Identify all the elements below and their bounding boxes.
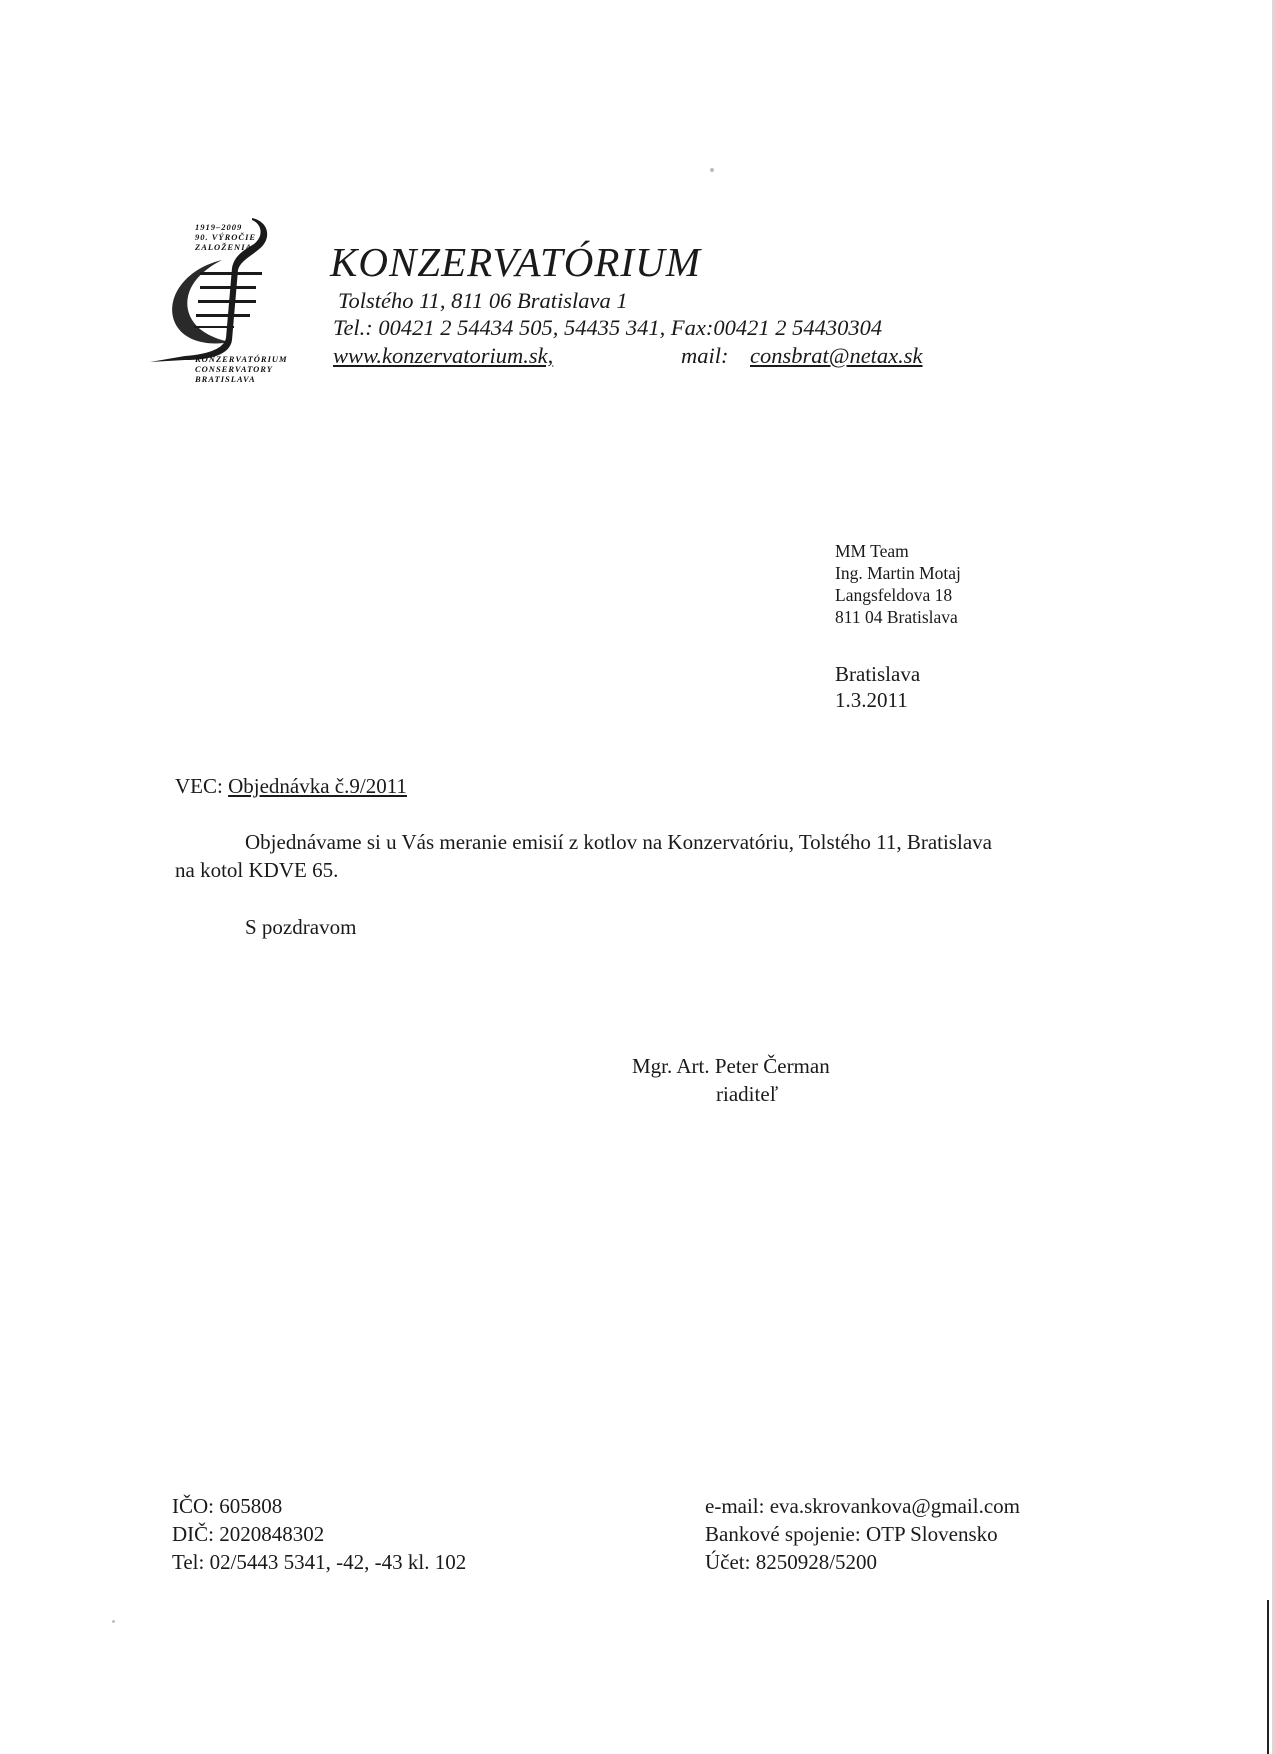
- subject-line: [175, 774, 407, 799]
- recipient-address: [835, 540, 961, 628]
- mail-label: mail:: [681, 343, 729, 368]
- institution-name: KONZERVATÓRIUM: [330, 239, 701, 285]
- footer-email: e-mail: eva.skrovankova@gmail.com: [705, 1494, 1020, 1518]
- recipient-line: Ing. Martin Motaj: [835, 563, 961, 583]
- website-link[interactable]: www.konzervatorium.sk,: [333, 343, 554, 368]
- logo-founding: ZALOŽENIA: [195, 242, 253, 252]
- subject-label: VEC:: [175, 774, 223, 798]
- footer-bank: Bankové spojenie: OTP Slovensko: [705, 1522, 998, 1546]
- conservatory-logo: [140, 210, 300, 390]
- greeting: S pozdravom: [245, 915, 357, 939]
- footer-account: Účet: 8250928/5200: [705, 1550, 878, 1574]
- footer-dic: DIČ: 2020848302: [172, 1522, 325, 1546]
- footer-tel: Tel: 02/5443 5341, -42, -43 kl. 102: [172, 1550, 467, 1574]
- logo-name-en: CONSERVATORY: [195, 364, 273, 374]
- institution-contact: Tel.: 00421 2 54434 505, 54435 341, Fax:00421 2 54430304: [333, 315, 883, 340]
- footer-company-ids: [172, 1492, 466, 1576]
- logo-years: 1919–2009: [195, 222, 243, 232]
- recipient-line: MM Team: [835, 541, 909, 561]
- letter-date: 1.3.2011: [835, 688, 908, 712]
- logo-name-sk: KONZERVATÓRIUM: [195, 354, 288, 364]
- logo-city: BRATISLAVA: [195, 374, 256, 384]
- footer-bank-info: [705, 1492, 1020, 1576]
- subject-text: Objednávka č.9/2011: [228, 774, 407, 798]
- place-date: [835, 661, 920, 713]
- scan-edge-mark: [1267, 1600, 1269, 1754]
- logo-anniversary: 90. VÝROČIE: [195, 232, 257, 242]
- body-paragraph-line-1: Objednávame si u Vás meranie emisií z kotlov na Konzervatóriu, Tolstého 11, Bratislava: [245, 830, 992, 854]
- letter-place: Bratislava: [835, 662, 921, 686]
- signer-title: riaditeľ: [716, 1082, 779, 1106]
- footer-ico: IČO: 605808: [172, 1494, 283, 1518]
- institution-address: Tolstého 11, 811 06 Bratislava 1: [338, 288, 628, 313]
- signer-name: Mgr. Art. Peter Čerman: [632, 1054, 830, 1078]
- recipient-line: 811 04 Bratislava: [835, 607, 958, 627]
- scan-speck: [112, 1620, 115, 1623]
- body-paragraph-line-2: na kotol KDVE 65.: [175, 858, 339, 882]
- mail-link[interactable]: consbrat@netax.sk: [750, 343, 923, 368]
- scan-speck: [710, 168, 714, 172]
- recipient-line: Langsfeldova 18: [835, 585, 953, 605]
